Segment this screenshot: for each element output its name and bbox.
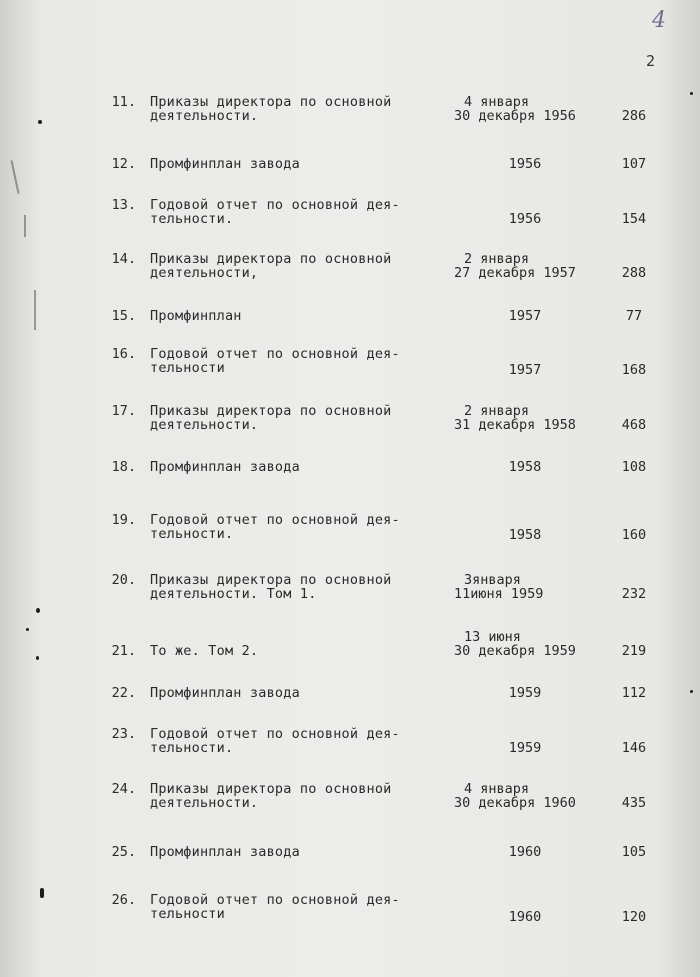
entry-title: Промфинплан <box>150 308 242 324</box>
entry-year: 1960 <box>508 844 542 860</box>
entry-number: 17. <box>111 403 136 419</box>
entry-year: 1960 <box>508 909 542 925</box>
entry-number: 25. <box>111 844 136 860</box>
scan-mark <box>34 290 36 330</box>
entry-year: 1956 <box>508 156 542 172</box>
scan-speck <box>690 92 693 95</box>
date-range <box>440 95 620 123</box>
entry-title: Промфинплан завода <box>150 459 300 475</box>
date-from: 4 января <box>464 94 530 110</box>
scan-mark <box>10 160 19 194</box>
entry-title: Промфинплан завода <box>150 844 300 860</box>
entry-title: Годовой отчет по основной дея- тельности <box>150 346 400 376</box>
entry-title: Приказы директора по основной деятельности. <box>150 94 392 124</box>
date-range <box>440 573 620 601</box>
date-from: 2 января <box>464 403 530 419</box>
sheet-count: 468 <box>621 417 647 433</box>
entry-number: 26. <box>111 892 136 908</box>
entry-number: 19. <box>111 512 136 528</box>
date-from: 13 июня <box>464 629 521 645</box>
entry-title: Приказы директора по основной деятельности, <box>150 251 392 281</box>
date-from: 4 января <box>464 781 530 797</box>
scan-speck <box>690 690 693 693</box>
entry-title: То же. Том 2. <box>150 643 259 659</box>
scan-speck <box>40 888 44 898</box>
entry-number: 16. <box>111 346 136 362</box>
entry-number: 23. <box>111 726 136 742</box>
sheet-count: 160 <box>621 527 647 543</box>
date-range <box>440 630 620 658</box>
date-from: 3января <box>464 572 521 588</box>
sheet-count: 120 <box>621 909 647 925</box>
entry-number: 21. <box>111 643 136 659</box>
entry-title: Годовой отчет по основной дея- тельности. <box>150 726 400 756</box>
date-to: 30 декабря 1959 <box>454 643 576 659</box>
sheet-count: 107 <box>621 156 647 172</box>
entry-number: 22. <box>111 685 136 701</box>
sheet-count: 154 <box>621 211 647 227</box>
date-range <box>440 252 620 280</box>
entry-number: 24. <box>111 781 136 797</box>
date-to: 11июня 1959 <box>454 586 544 602</box>
sheet-count: 219 <box>621 643 647 659</box>
entry-title: Приказы директора по основной деятельности. <box>150 781 392 811</box>
entry-number: 11. <box>111 94 136 110</box>
sheet-count: 232 <box>621 586 647 602</box>
scan-speck <box>36 608 40 613</box>
scan-speck <box>36 656 39 660</box>
entry-year: 1957 <box>508 362 542 378</box>
entry-year: 1959 <box>508 685 542 701</box>
page-number: 2 <box>646 52 656 70</box>
scan-mark <box>24 215 26 237</box>
entry-number: 15. <box>111 308 136 324</box>
entry-title: Приказы директора по основной деятельности. Том 1. <box>150 572 392 602</box>
entry-number: 20. <box>111 572 136 588</box>
date-to: 31 декабря 1958 <box>454 417 576 433</box>
sheet-count: 146 <box>621 740 647 756</box>
sheet-count: 435 <box>621 795 647 811</box>
scan-speck <box>38 120 42 124</box>
entry-number: 14. <box>111 251 136 267</box>
entry-year: 1958 <box>508 459 542 475</box>
entry-year: 1959 <box>508 740 542 756</box>
entry-title: Промфинплан завода <box>150 685 300 701</box>
date-to: 30 декабря 1960 <box>454 795 576 811</box>
sheet-count: 112 <box>621 685 647 701</box>
sheet-count: 288 <box>621 265 647 281</box>
sheet-count: 168 <box>621 362 647 378</box>
entry-number: 12. <box>111 156 136 172</box>
entry-title: Промфинплан завода <box>150 156 300 172</box>
date-to: 27 декабря 1957 <box>454 265 576 281</box>
scan-speck <box>26 628 29 631</box>
date-from: 2 января <box>464 251 530 267</box>
sheet-count: 77 <box>625 308 643 324</box>
entry-title: Годовой отчет по основной дея- тельности. <box>150 197 400 227</box>
entry-number: 18. <box>111 459 136 475</box>
entry-title: Приказы директора по основной деятельности. <box>150 403 392 433</box>
sheet-count: 286 <box>621 108 647 124</box>
entry-year: 1957 <box>508 308 542 324</box>
entry-year: 1956 <box>508 211 542 227</box>
date-range <box>440 782 620 810</box>
sheet-count: 105 <box>621 844 647 860</box>
entry-number: 13. <box>111 197 136 213</box>
entry-title: Годовой отчет по основной дея- тельности <box>150 892 400 922</box>
sheet-count: 108 <box>621 459 647 475</box>
entry-year: 1958 <box>508 527 542 543</box>
date-range <box>440 404 620 432</box>
handwritten-sheet-number: 4 <box>652 8 666 33</box>
entry-title: Годовой отчет по основной дея- тельности. <box>150 512 400 542</box>
date-to: 30 декабря 1956 <box>454 108 576 124</box>
